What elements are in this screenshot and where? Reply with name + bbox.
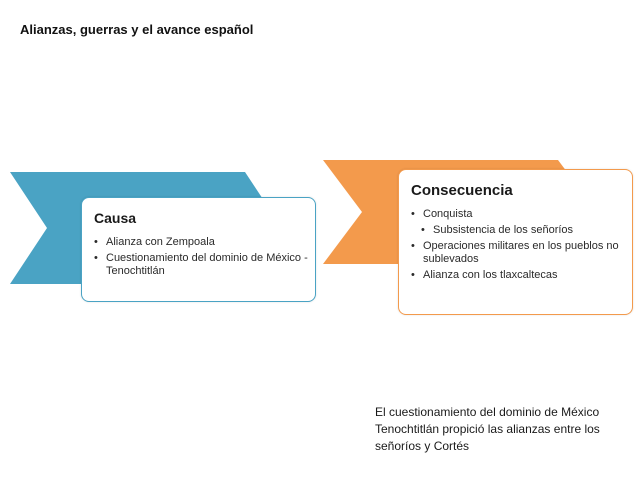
slide-title: Alianzas, guerras y el avance español <box>20 22 254 37</box>
causa-box <box>81 197 316 302</box>
causa-heading: Causa <box>94 210 137 226</box>
list-item: • Alianza con los tlaxcaltecas <box>411 269 626 282</box>
consecuencia-heading: Consecuencia <box>411 182 513 199</box>
causa-list <box>94 236 309 281</box>
list-item: • Cuestionamiento del dominio de México - Tenochtitlán <box>94 252 309 278</box>
list-item: • Conquista <box>411 208 626 221</box>
list-item: • Alianza con Zempoala <box>94 236 309 249</box>
list-item: • Operaciones militares en los pueblos no sublevados <box>411 240 626 266</box>
summary-note: El cuestionamiento del dominio de México Tenochtitlán propició las alianzas entre los señoríos y Cortés <box>375 405 600 453</box>
list-item: • Subsistencia de los señoríos <box>411 224 626 237</box>
consecuencia-box <box>398 169 633 315</box>
consecuencia-list <box>411 208 626 285</box>
